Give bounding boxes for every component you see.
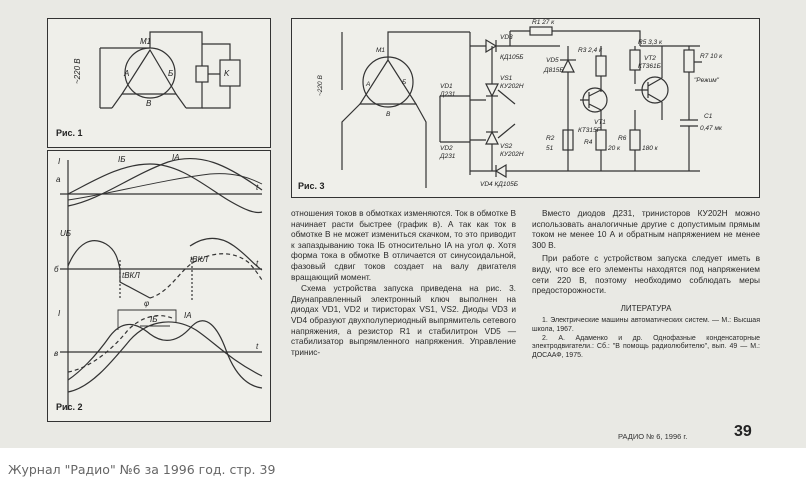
fig1-winding-v: В — [146, 99, 152, 108]
fig2-t-vkl-2: tВКЛ — [190, 255, 208, 264]
col1-paragraph-1: отношения токов в обмотках изменяются. Ток в обмотке В начинает расти быстрее (график в). А так как ток в обмотке В не может измениться скачком, то это приводит к запаздыванию тока IБ относительно IA на угол φ. Хотя форма тока в обмотке В отличается от синусоидальной, фазовый сдвиг токов создает на валу двигателя вращающий момент. — [291, 208, 516, 282]
fig3-c1-symbol — [680, 90, 698, 171]
fig3-r4-value: 20 к — [608, 145, 621, 152]
fig2-u-axis: UБ — [60, 229, 71, 238]
fig3-vd5-type: Д815Б — [544, 67, 564, 74]
col1-paragraph-2: Схема устройства запуска приведена на рис. 3. Двунаправленный электронный ключ выполнен на диодах VD1, VD2 и тиристорах VS1, VS2. Диоды VD3 и VD4 образуют двухполупериодный выпрямитель сетевого напряжения, а резистор R1 и стабилитрон VD5 — стабилизатор выпрямленного напряжения. Управление тринис- — [291, 283, 516, 357]
image-caption: Журнал "Радио" №6 за 1996 год. стр. 39 — [8, 462, 276, 477]
fig2-phi-label: φ — [144, 299, 150, 308]
fig1-winding-a: A — [124, 69, 130, 78]
figure-1-caption: Рис. 1 — [56, 128, 83, 138]
fig3-vs1-type: КУ202Н — [500, 83, 524, 90]
fig1-relay-coil — [220, 60, 240, 86]
fig3-c1-label: C1 — [704, 113, 713, 120]
fig3-vs2-type: КУ202Н — [500, 151, 524, 158]
fig3-vt2-type: КТ361Б — [638, 63, 661, 70]
fig3-vd1-label: VD1 — [440, 83, 453, 90]
fig3-vd3-type: КД105Б — [500, 54, 524, 61]
fig3-r1-symbol — [530, 27, 552, 35]
fig2-curve-ib-c — [68, 321, 262, 388]
fig3-vs2-symbol — [486, 132, 498, 144]
footer-journal: РАДИО № 6, 1996 г. — [618, 432, 688, 441]
text-column-2 — [532, 208, 760, 360]
reference-2: 2. А. Адаменко и др. Однофазные конденсаторные электродвигатели.: Сб.: "В помощь радиолюбителю", вып. 49 — М.: ДОСААФ, 1975. — [532, 334, 760, 359]
fig3-vd5-label: VD5 — [546, 57, 559, 64]
fig3-r6-symbol — [630, 130, 640, 150]
fig3-vd1-type: Д231 — [440, 91, 456, 98]
fig3-winding-b: Б — [402, 79, 407, 86]
fig2-zero-a: а — [56, 175, 61, 184]
fig3-vd4-symbol — [496, 165, 506, 177]
fig3-vd3-symbol — [486, 40, 496, 52]
fig3-r1-label: R1 27 к — [532, 19, 555, 26]
fig2-curve-ia-c — [68, 322, 262, 392]
fig2-curve-ib-dashed — [68, 316, 172, 372]
fig1-winding-b: Б — [168, 69, 174, 78]
fig3-vd2-label: VD2 — [440, 145, 453, 152]
fig1-voltage-label: ~220 В — [73, 58, 82, 84]
fig2-zero-v: в — [54, 349, 59, 358]
fig3-r7-symbol — [684, 50, 694, 72]
fig3-vs2-label: VS2 — [500, 143, 513, 150]
fig2-ib-label-c: IБ — [150, 315, 158, 324]
fig2-i-axis-c: I — [58, 309, 61, 318]
fig3-r3-label: R3 2,4 к — [578, 47, 603, 54]
fig2-t-vkl-1: tВКЛ — [122, 271, 140, 280]
figure-3-caption: Рис. 3 — [298, 181, 325, 191]
fig3-r4-label: R4 — [584, 139, 593, 146]
fig1-motor-label: M1 — [140, 37, 152, 46]
fig3-voltage-label: ~220 В — [317, 75, 324, 96]
fig3-motor-label: M1 — [376, 47, 386, 54]
fig3-vs1-label: VS1 — [500, 75, 513, 82]
references-title: ЛИТЕРАТУРА — [620, 303, 672, 313]
fig3-mains-wires — [342, 32, 470, 188]
text-column-1 — [291, 208, 516, 358]
fig1-relay-label: K — [224, 69, 230, 78]
fig3-winding-v: В — [386, 111, 391, 118]
fig2-t-axis-c: t — [256, 342, 259, 351]
fig3-vt1-type: КТ315Г — [578, 127, 601, 134]
fig3-c1-value: 0,47 мк — [700, 125, 722, 132]
fig1-relay-contact — [196, 66, 208, 82]
fig3-r7-label: R7 10 к — [700, 53, 723, 60]
fig3-vd4-label: VD4 КД105Б — [480, 181, 518, 188]
fig2-ib-label-a: IБ — [118, 155, 126, 164]
fig3-mode-label: "Режим" — [694, 77, 719, 84]
fig3-r5-label: R5 3,3 к — [638, 39, 663, 46]
fig3-r6-label: R6 — [618, 135, 627, 142]
reference-1: 1. Электрические машины автоматических систем. — М.: Высшая школа, 1967. — [532, 317, 760, 333]
page-number: 39 — [734, 423, 752, 440]
figure-2-caption: Рис. 2 — [56, 402, 83, 412]
fig3-vt1-label: VT1 — [594, 119, 606, 126]
fig3-vs1-symbol — [486, 84, 498, 96]
fig3-vt2-label: VT2 — [644, 55, 656, 62]
fig2-t-axis-a: t — [256, 183, 259, 192]
fig3-r2-label: R2 — [546, 135, 555, 142]
fig3-vd2-type: Д231 — [440, 153, 456, 160]
fig3-vd3-label: VD3 — [500, 34, 513, 41]
fig3-r2-value: 51 — [546, 145, 554, 152]
fig2-axes — [60, 160, 262, 410]
fig2-t-axis-b: t — [256, 259, 259, 268]
fig3-r3-symbol — [596, 56, 606, 76]
fig2-zero-b: б — [54, 265, 59, 274]
fig2-ia-label-c: IA — [184, 311, 192, 320]
fig3-winding-a: A — [366, 81, 371, 88]
fig2-ia-label-a: IA — [172, 153, 180, 162]
col2-paragraph-1: Вместо диодов Д231, тринисторов КУ202Н можно использовать аналогичные другие с допустимым прямым током не менее 10 А и обратным напряжением не менее 300 В. — [532, 208, 760, 250]
col2-paragraph-2: При работе с устройством запуска следует иметь в виду, что все его элементы находятся под напряжением сети 220 В, поэтому необходимо соблюдать меры предосторожности. — [532, 253, 760, 296]
fig3-r6-value: 180 к — [642, 145, 658, 152]
fig2-i-axis-a: I — [58, 157, 61, 166]
